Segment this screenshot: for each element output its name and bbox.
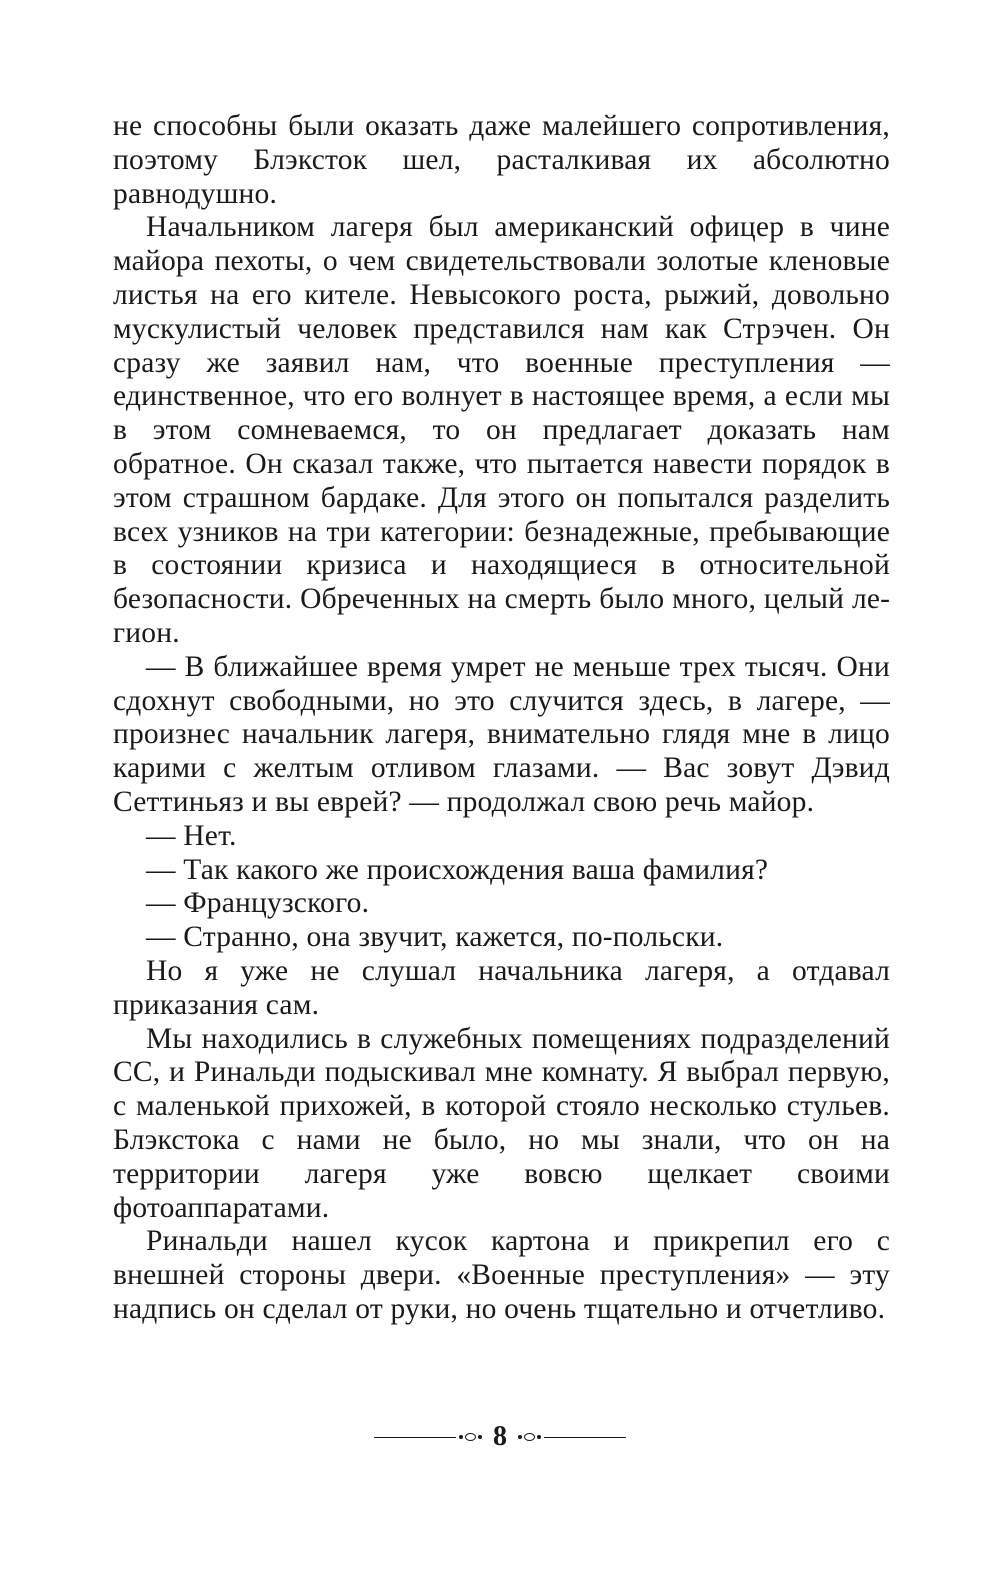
footer-rule-right — [544, 1437, 626, 1438]
paragraph-4: — Нет. — [146, 819, 237, 852]
paragraph-5: — Так какого же происхождения ваша фамилия? — [146, 853, 769, 886]
paragraph-6: — Французского. — [146, 887, 370, 920]
paragraph-8: Но я уже не слушал начальника лагеря, а отдавал приказания сам. — [113, 954, 890, 1021]
page-number: 8 — [493, 1421, 507, 1452]
paragraph-10: Ринальди нашел кусок картона и прикрепил его с внешней стороны двери. «Военные преступления» — эту надпись он сделал от руки, но очень тщательно и отчетливо. — [113, 1225, 890, 1325]
body-text — [113, 110, 890, 1327]
footer-ornament-left-icon — [459, 1433, 482, 1441]
paragraph-2: Начальником лагеря был американский офицер в чине майора пехоты, о чем свидетельствовали золотые кленовые листья на его кителе. Невысокого роста, рыжий, довольно мускулистый человек представился нам как Стрэчен. Он сразу же заявил нам, что военные преступления — единственное, что его волнует в настоящее время, а если мы в этом сомневаемся, то он предлагает доказать нам обратное. Он сказал также, что пытается навести порядок в этом страшном бардаке. Для этого он попытался разделить всех узников на три категории: безнадежные, пребывающие в состоянии кризиса и находящиеся в относительной безопасности. Обреченных на смерть было много, целый легион. — [113, 211, 890, 649]
page-footer — [0, 1417, 1000, 1457]
paragraph-7: — Странно, она звучит, кажется, по-польски. — [146, 921, 724, 954]
footer-rule-left — [374, 1437, 456, 1438]
paragraph-3: — В ближайшее время умрет не меньше трех тысяч. Они сдохнут свободными, но это случится здесь, в лагере, — произнес начальник лагеря, внимательно глядя мне в лицо карими с желтым отливом глазами. — Вас зовут Дэвид Сеттиньяз и вы еврей? — продолжал свою речь майор. — [113, 650, 890, 818]
paragraph-1: не способны были оказать даже малейшего сопротивления, поэтому Блэксток шел, расталкивая их абсолютно равнодушно. — [113, 110, 890, 210]
paragraph-9: Мы находились в служебных помещениях подразделений СС, и Ринальди подыскивал мне комнату. Я выбрал первую, с маленькой прихожей, в которой стояло несколько стульев. Блэкстока с нами не было, но мы знали, что он на территории лагеря уже вовсю щелкает своими фотоаппаратами. — [113, 1022, 890, 1224]
footer-ornament-right-icon — [518, 1433, 541, 1441]
